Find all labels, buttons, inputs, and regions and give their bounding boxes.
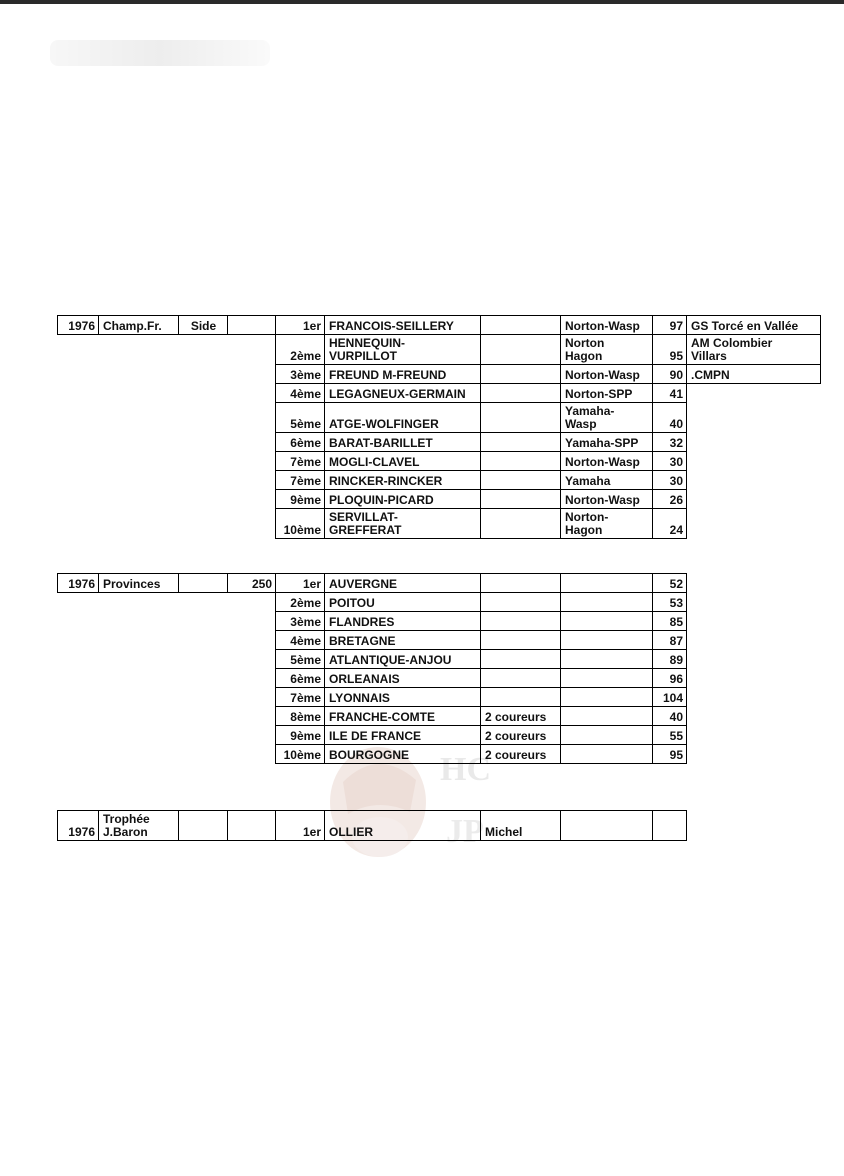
year-cell: 1976 xyxy=(58,574,99,593)
category-cell xyxy=(179,509,228,539)
machine-cell xyxy=(561,811,653,841)
points-cell: 89 xyxy=(653,650,687,669)
note-cell xyxy=(481,365,561,384)
name-cell: MOGLI-CLAVEL xyxy=(325,452,481,471)
note-cell xyxy=(481,452,561,471)
points-cell: 52 xyxy=(653,574,687,593)
year-cell xyxy=(58,669,99,688)
name-cell: ATGE-WOLFINGER xyxy=(325,403,481,433)
points-cell: 32 xyxy=(653,433,687,452)
year-cell: 1976 xyxy=(58,811,99,841)
name-cell: BARAT-BARILLET xyxy=(325,433,481,452)
name-cell: AUVERGNE xyxy=(325,574,481,593)
points-cell: 53 xyxy=(653,593,687,612)
machine-cell: Yamaha xyxy=(561,471,653,490)
points-cell: 24 xyxy=(653,509,687,539)
rank-cell: 5ème xyxy=(276,403,325,433)
category-cell: Side xyxy=(179,316,228,335)
class-cell xyxy=(228,335,276,365)
name-cell: FRANCHE-COMTE xyxy=(325,707,481,726)
class-cell xyxy=(228,726,276,745)
category-cell xyxy=(179,384,228,403)
name-cell: FRANCOIS-SEILLERY xyxy=(325,316,481,335)
table-row xyxy=(58,490,821,509)
class-cell xyxy=(228,631,276,650)
points-cell xyxy=(653,811,687,841)
points-cell: 40 xyxy=(653,403,687,433)
points-cell: 104 xyxy=(653,688,687,707)
machine-cell xyxy=(561,745,653,764)
name-cell: ILE DE FRANCE xyxy=(325,726,481,745)
note-cell xyxy=(481,612,561,631)
year-cell xyxy=(58,471,99,490)
machine-cell: Norton-Wasp xyxy=(561,490,653,509)
event-cell xyxy=(99,335,179,365)
points-cell: 55 xyxy=(653,726,687,745)
machine-cell xyxy=(561,631,653,650)
club-cell xyxy=(687,490,821,509)
points-cell: 97 xyxy=(653,316,687,335)
event-cell xyxy=(99,509,179,539)
rank-cell: 1er xyxy=(276,316,325,335)
table-row xyxy=(58,707,687,726)
year-cell xyxy=(58,365,99,384)
rank-cell: 10ème xyxy=(276,745,325,764)
name-cell: LEGAGNEUX-GERMAIN xyxy=(325,384,481,403)
table-row xyxy=(58,745,687,764)
class-cell xyxy=(228,452,276,471)
results-table-trophee xyxy=(57,810,687,841)
year-cell xyxy=(58,452,99,471)
class-cell xyxy=(228,612,276,631)
rank-cell: 10ème xyxy=(276,509,325,539)
points-cell: 90 xyxy=(653,365,687,384)
class-cell xyxy=(228,593,276,612)
points-cell: 30 xyxy=(653,452,687,471)
points-cell: 26 xyxy=(653,490,687,509)
table-row xyxy=(58,471,821,490)
points-cell: 85 xyxy=(653,612,687,631)
rank-cell: 3ème xyxy=(276,365,325,384)
event-cell xyxy=(99,452,179,471)
name-cell: BOURGOGNE xyxy=(325,745,481,764)
machine-cell xyxy=(561,707,653,726)
event-cell xyxy=(99,490,179,509)
table-row xyxy=(58,335,821,365)
category-cell xyxy=(179,574,228,593)
category-cell xyxy=(179,811,228,841)
page-top-border xyxy=(0,0,844,4)
year-cell xyxy=(58,509,99,539)
class-cell xyxy=(228,509,276,539)
event-cell xyxy=(99,593,179,612)
name-cell: FLANDRES xyxy=(325,612,481,631)
machine-cell xyxy=(561,669,653,688)
class-cell xyxy=(228,688,276,707)
machine-cell: Norton-SPP xyxy=(561,384,653,403)
name-cell: LYONNAIS xyxy=(325,688,481,707)
year-cell xyxy=(58,650,99,669)
machine-cell: Yamaha- Wasp xyxy=(561,403,653,433)
note-cell xyxy=(481,384,561,403)
table-row xyxy=(58,574,687,593)
class-cell xyxy=(228,650,276,669)
rank-cell: 7ème xyxy=(276,688,325,707)
machine-cell: Norton-Wasp xyxy=(561,452,653,471)
rank-cell: 7ème xyxy=(276,471,325,490)
category-cell xyxy=(179,745,228,764)
name-cell: PLOQUIN-PICARD xyxy=(325,490,481,509)
class-cell xyxy=(228,365,276,384)
name-cell: RINCKER-RINCKER xyxy=(325,471,481,490)
club-cell xyxy=(687,509,821,539)
year-cell xyxy=(58,335,99,365)
class-cell xyxy=(228,745,276,764)
name-cell: FREUND M-FREUND xyxy=(325,365,481,384)
event-cell xyxy=(99,726,179,745)
scan-smudge xyxy=(50,40,270,66)
class-cell xyxy=(228,707,276,726)
class-cell xyxy=(228,316,276,335)
points-cell: 95 xyxy=(653,335,687,365)
category-cell xyxy=(179,452,228,471)
rank-cell: 6ème xyxy=(276,669,325,688)
club-cell: AM Colombier Villars xyxy=(687,335,821,365)
note-cell xyxy=(481,316,561,335)
table-row xyxy=(58,669,687,688)
results-table-trophee-body xyxy=(58,811,687,841)
class-cell xyxy=(228,433,276,452)
year-cell xyxy=(58,593,99,612)
points-cell: 87 xyxy=(653,631,687,650)
table-row xyxy=(58,433,821,452)
category-cell xyxy=(179,650,228,669)
event-cell xyxy=(99,707,179,726)
event-cell xyxy=(99,631,179,650)
machine-cell xyxy=(561,650,653,669)
category-cell xyxy=(179,612,228,631)
machine-cell: Norton-Wasp xyxy=(561,365,653,384)
note-cell: 2 coureurs xyxy=(481,707,561,726)
note-cell: Michel xyxy=(481,811,561,841)
event-cell xyxy=(99,471,179,490)
category-cell xyxy=(179,403,228,433)
table-row xyxy=(58,631,687,650)
category-cell xyxy=(179,490,228,509)
year-cell xyxy=(58,490,99,509)
note-cell: 2 coureurs xyxy=(481,745,561,764)
table-row xyxy=(58,726,687,745)
rank-cell: 8ème xyxy=(276,707,325,726)
table-row xyxy=(58,316,821,335)
category-cell xyxy=(179,433,228,452)
machine-cell: Norton-Wasp xyxy=(561,316,653,335)
table-row xyxy=(58,403,821,433)
event-cell: Champ.Fr. xyxy=(99,316,179,335)
year-cell xyxy=(58,384,99,403)
club-cell: GS Torcé en Vallée xyxy=(687,316,821,335)
machine-cell: Norton Hagon xyxy=(561,335,653,365)
machine-cell xyxy=(561,574,653,593)
rank-cell: 9ème xyxy=(276,726,325,745)
name-cell: BRETAGNE xyxy=(325,631,481,650)
rank-cell: 4ème xyxy=(276,631,325,650)
results-table-provinces-body xyxy=(58,574,687,764)
svg-text:JP: JP xyxy=(446,813,484,850)
category-cell xyxy=(179,669,228,688)
points-cell: 30 xyxy=(653,471,687,490)
category-cell xyxy=(179,688,228,707)
note-cell xyxy=(481,335,561,365)
category-cell xyxy=(179,726,228,745)
rank-cell: 4ème xyxy=(276,384,325,403)
class-cell xyxy=(228,669,276,688)
event-cell xyxy=(99,384,179,403)
rank-cell: 1er xyxy=(276,574,325,593)
category-cell xyxy=(179,365,228,384)
event-cell xyxy=(99,669,179,688)
table-row xyxy=(58,365,821,384)
note-cell: 2 coureurs xyxy=(481,726,561,745)
class-cell xyxy=(228,403,276,433)
class-cell xyxy=(228,384,276,403)
points-cell: 40 xyxy=(653,707,687,726)
event-cell: Trophée J.Baron xyxy=(99,811,179,841)
table-row xyxy=(58,612,687,631)
category-cell xyxy=(179,593,228,612)
machine-cell: Norton- Hagon xyxy=(561,509,653,539)
note-cell xyxy=(481,403,561,433)
rank-cell: 2ème xyxy=(276,335,325,365)
rank-cell: 3ème xyxy=(276,612,325,631)
rank-cell: 2ème xyxy=(276,593,325,612)
points-cell: 41 xyxy=(653,384,687,403)
table-row xyxy=(58,593,687,612)
note-cell xyxy=(481,471,561,490)
rank-cell: 9ème xyxy=(276,490,325,509)
event-cell xyxy=(99,403,179,433)
note-cell xyxy=(481,650,561,669)
table-row xyxy=(58,384,821,403)
rank-cell: 5ème xyxy=(276,650,325,669)
event-cell xyxy=(99,650,179,669)
year-cell xyxy=(58,631,99,650)
points-cell: 95 xyxy=(653,745,687,764)
rank-cell: 1er xyxy=(276,811,325,841)
class-cell xyxy=(228,471,276,490)
machine-cell xyxy=(561,612,653,631)
name-cell: SERVILLAT- GREFFERAT xyxy=(325,509,481,539)
event-cell xyxy=(99,745,179,764)
club-cell xyxy=(687,452,821,471)
club-cell xyxy=(687,471,821,490)
event-cell xyxy=(99,688,179,707)
svg-text:HC: HC xyxy=(440,751,491,788)
name-cell: OLLIER xyxy=(325,811,481,841)
name-cell: POITOU xyxy=(325,593,481,612)
table-row xyxy=(58,688,687,707)
year-cell xyxy=(58,612,99,631)
year-cell: 1976 xyxy=(58,316,99,335)
class-cell xyxy=(228,811,276,841)
year-cell xyxy=(58,403,99,433)
name-cell: ATLANTIQUE-ANJOU xyxy=(325,650,481,669)
name-cell: ORLEANAIS xyxy=(325,669,481,688)
note-cell xyxy=(481,433,561,452)
table-row xyxy=(58,509,821,539)
category-cell xyxy=(179,707,228,726)
event-cell xyxy=(99,433,179,452)
note-cell xyxy=(481,509,561,539)
note-cell xyxy=(481,593,561,612)
year-cell xyxy=(58,707,99,726)
name-cell: HENNEQUIN- VURPILLOT xyxy=(325,335,481,365)
category-cell xyxy=(179,335,228,365)
note-cell xyxy=(481,490,561,509)
category-cell xyxy=(179,471,228,490)
rank-cell: 6ème xyxy=(276,433,325,452)
note-cell xyxy=(481,688,561,707)
year-cell xyxy=(58,745,99,764)
points-cell: 96 xyxy=(653,669,687,688)
year-cell xyxy=(58,433,99,452)
event-cell: Provinces xyxy=(99,574,179,593)
club-cell: .CMPN xyxy=(687,365,821,384)
club-cell xyxy=(687,433,821,452)
club-cell xyxy=(687,403,821,433)
class-cell xyxy=(228,490,276,509)
results-table-side xyxy=(57,315,821,539)
results-table-side-body xyxy=(58,316,821,539)
machine-cell xyxy=(561,688,653,707)
machine-cell xyxy=(561,593,653,612)
table-row xyxy=(58,452,821,471)
year-cell xyxy=(58,688,99,707)
event-cell xyxy=(99,612,179,631)
year-cell xyxy=(58,726,99,745)
machine-cell: Yamaha-SPP xyxy=(561,433,653,452)
table-row xyxy=(58,811,687,841)
event-cell xyxy=(99,365,179,384)
class-cell: 250 xyxy=(228,574,276,593)
club-cell xyxy=(687,384,821,403)
note-cell xyxy=(481,574,561,593)
machine-cell xyxy=(561,726,653,745)
results-table-provinces xyxy=(57,573,687,764)
table-row xyxy=(58,650,687,669)
note-cell xyxy=(481,669,561,688)
category-cell xyxy=(179,631,228,650)
note-cell xyxy=(481,631,561,650)
rank-cell: 7ème xyxy=(276,452,325,471)
